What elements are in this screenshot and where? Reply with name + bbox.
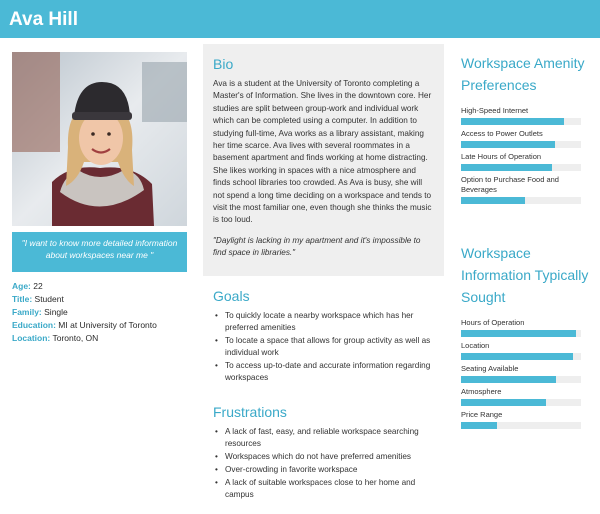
header-bar	[0, 0, 600, 38]
bar-track	[461, 164, 581, 171]
bar-fill	[461, 197, 525, 204]
amenity-bar-item	[461, 129, 591, 148]
bar-label: Option to Purchase Food and Beverages	[461, 175, 559, 194]
info-bar-item	[461, 318, 591, 337]
fact-label: Family:	[12, 307, 42, 317]
info-bar-item	[461, 364, 591, 383]
bio-text: Ava is a student at the University of Toronto completing a Master's of Information. She lives in the downtown core. Her studies are split between group-work and individual work which can be completed using a computer. In addition to studying full-time, Ava works as a library assistant, making her time scarce. Ava lives with several roommates in a basement apartment and finds working at home distracting. She likes working in spaces with a nice atmosphere and finds school libraries too crowded. As Ava is busy, she will not spend a long time deciding on a workspace and tends to visit the most familiar one, even though she thinks the music is too loud.	[213, 79, 432, 225]
fact-value: MI at University of Toronto	[58, 320, 157, 330]
fact-location	[12, 332, 192, 345]
list-item: • To locate a space that allows for group activity as well as individual work	[213, 335, 443, 359]
list-item: • A lack of fast, easy, and reliable workspace searching resources	[213, 426, 443, 450]
bar-fill	[461, 118, 564, 125]
bar-label: Access to Power Outlets	[461, 129, 543, 138]
list-item: • To quickly locate a nearby workspace which has her preferred amenities	[213, 310, 443, 334]
bar-fill	[461, 376, 556, 383]
bar-track	[461, 118, 581, 125]
info-bar-item	[461, 410, 591, 429]
fact-education	[12, 319, 192, 332]
persona-facts	[12, 280, 192, 345]
info-bar-item	[461, 341, 591, 360]
goals-list	[213, 310, 443, 384]
list-item: • Over-crowding in favorite workspace	[213, 464, 443, 476]
amenity-preferences-section	[461, 52, 591, 204]
bar-track	[461, 141, 581, 148]
goals-section	[213, 288, 443, 385]
bar-label: Price Range	[461, 410, 503, 419]
persona-name: Ava Hill	[9, 9, 78, 30]
fact-label: Location:	[12, 333, 51, 343]
fact-value: Student	[34, 294, 64, 304]
list-item: • Workspaces which do not have preferred amenities	[213, 451, 443, 463]
bar-fill	[461, 141, 555, 148]
information-sought-section	[461, 242, 591, 429]
bar-track	[461, 353, 581, 360]
bar-track	[461, 376, 581, 383]
amenity-preferences-heading: Workspace Amenity Preferences	[461, 55, 585, 93]
fact-title	[12, 293, 192, 306]
bar-track	[461, 197, 581, 204]
bio-heading: Bio	[213, 56, 234, 72]
bar-fill	[461, 399, 546, 406]
bar-track	[461, 399, 581, 406]
bio-panel	[203, 44, 444, 276]
fact-label: Education:	[12, 320, 56, 330]
persona-quote-box	[12, 232, 187, 272]
bio-quote: "Daylight is lacking in my apartment and it's impossible to find space in libraries."	[213, 235, 421, 258]
amenity-bar-item	[461, 152, 591, 171]
information-sought-heading: Workspace Information Typically Sought	[461, 245, 589, 305]
fact-age	[12, 280, 192, 293]
bar-label: Seating Available	[461, 364, 519, 373]
frustrations-heading: Frustrations	[213, 404, 287, 420]
bar-label: High-Speed Internet	[461, 106, 529, 115]
amenity-bar-item	[461, 106, 591, 125]
list-item: • To access up-to-date and accurate information regarding workspaces	[213, 360, 443, 384]
persona-portrait-image	[12, 52, 187, 226]
list-item: • A lack of suitable workspaces close to her home and campus	[213, 477, 443, 501]
fact-value: Single	[44, 307, 68, 317]
goals-heading: Goals	[213, 288, 250, 304]
amenity-bar-item	[461, 175, 591, 204]
fact-family	[12, 306, 192, 319]
frustrations-list	[213, 426, 443, 501]
persona-quote: "I want to know more detailed information about workspaces near me "	[21, 238, 178, 260]
bar-label: Atmosphere	[461, 387, 502, 396]
persona-photo	[12, 52, 187, 226]
fact-label: Title:	[12, 294, 33, 304]
bar-fill	[461, 330, 576, 337]
frustrations-section	[213, 404, 443, 502]
bar-fill	[461, 422, 497, 429]
fact-value: Toronto, ON	[52, 333, 99, 343]
info-bar-item	[461, 387, 591, 406]
bar-track	[461, 330, 581, 337]
bar-label: Hours of Operation	[461, 318, 525, 327]
bar-fill	[461, 353, 573, 360]
fact-label: Age:	[12, 281, 31, 291]
bar-label: Location	[461, 341, 490, 350]
bar-label: Late Hours of Operation	[461, 152, 542, 161]
bar-track	[461, 422, 581, 429]
fact-value: 22	[33, 281, 43, 291]
bar-fill	[461, 164, 552, 171]
